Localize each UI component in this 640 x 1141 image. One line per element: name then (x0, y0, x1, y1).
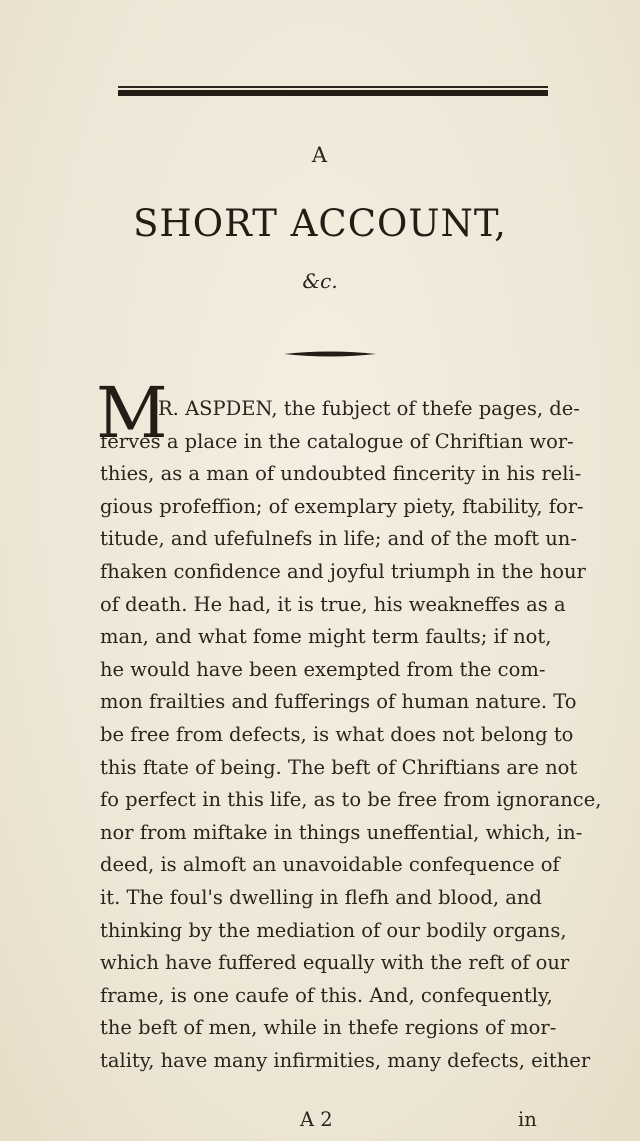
text-line: of death. He had, it is true, his weakneffes as a (100, 592, 566, 616)
text-line: titude, and ufefulnefs in life; and of the moft un- (100, 527, 577, 551)
text-line: man, and what fome might term faults; if not, (100, 625, 552, 649)
text-line: deed, is almoft an unavoidable confequence of (100, 853, 560, 877)
text-line: this ftate of being. The beft of Chriftians are not (100, 755, 578, 779)
text-line: which have fuffered equally with the reft of our (100, 951, 570, 975)
ornamental-rule-top (118, 84, 548, 98)
drop-cap: M (96, 372, 168, 454)
text-line: R. ASPDEN, the fubject of thefe pages, de- (158, 397, 580, 420)
ornamental-rule-middle (284, 350, 376, 358)
text-line: the beft of men, while in thefe regions of mor- (100, 1016, 557, 1040)
text-line: be free from defects, is what does not belong to (100, 723, 574, 746)
catchword: in (518, 1108, 537, 1131)
text-line: it. The foul's dwelling in flefh and blood, and (100, 886, 542, 909)
text-line: nor from miftake in things uneffential, which, in- (100, 820, 583, 844)
signature-mark: A 2 (300, 1108, 333, 1131)
text-line: mon frailties and fufferings of human nature. To (100, 690, 577, 714)
text-line: thies, as a man of undoubted fincerity in his reli- (100, 462, 582, 486)
text-line: gious profeffion; of exemplary piety, ftability, for- (100, 494, 584, 518)
text-line: frame, is one caufe of this. And, confequently, (100, 983, 553, 1007)
text-line: fo perfect in this life, as to be free from ignorance, (100, 788, 602, 812)
text-line: thinking by the mediation of our bodily organs, (100, 918, 567, 942)
text-line: he would have been exempted from the com- (100, 657, 546, 681)
title-article: A (311, 143, 329, 167)
text-line: tality, have many infirmities, many defects, either (100, 1049, 591, 1072)
title-etc: &c. (302, 269, 338, 293)
page-title: SHORT ACCOUNT, (133, 202, 507, 245)
text-line: fhaken confidence and joyful triumph in the hour (100, 560, 586, 583)
text-line: ferves a place in the catalogue of Chriftian wor- (100, 429, 574, 453)
